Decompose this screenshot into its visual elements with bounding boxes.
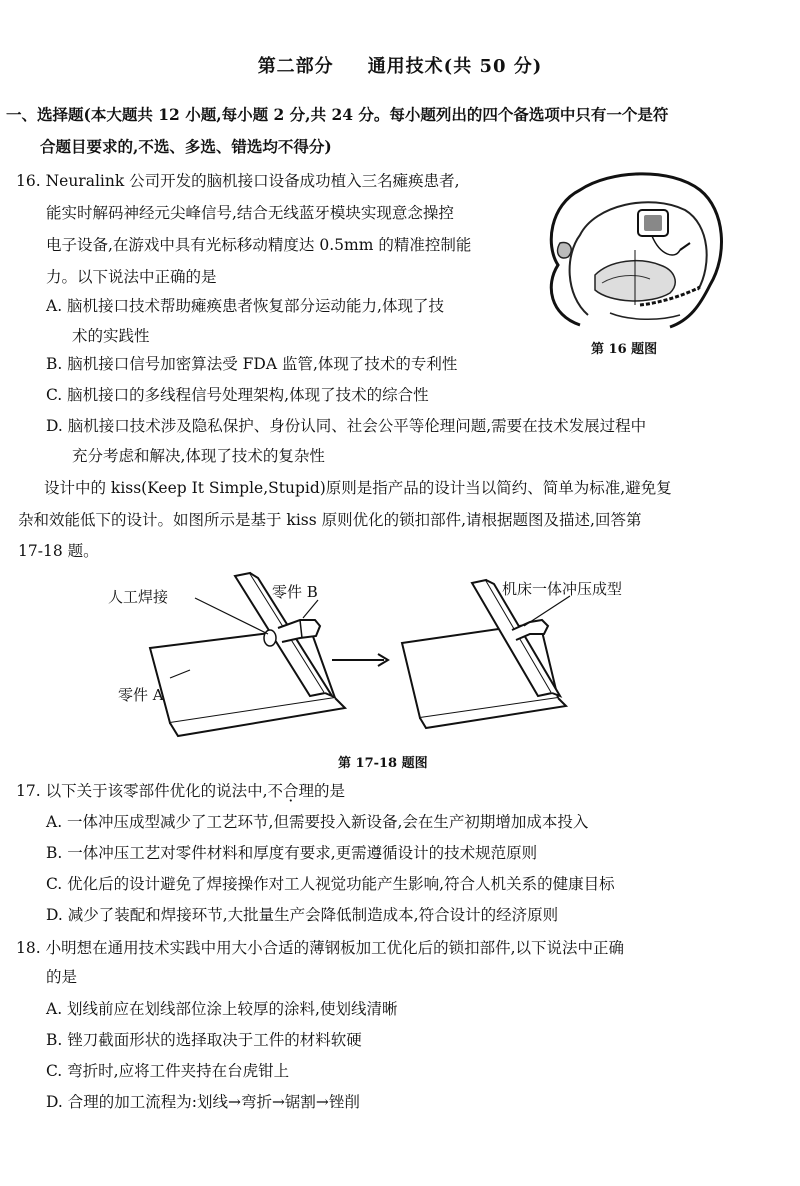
- arrow-icon: [332, 654, 388, 666]
- q16-option-b: B. 脑机接口信号加密算法受 FDA 监管,体现了技术的专利性: [46, 355, 458, 373]
- q17-option-b: B. 一体冲压工艺对零件材料和厚度有要求,更需遵循设计的技术规范原则: [46, 844, 538, 862]
- section-title: [0, 52, 800, 78]
- q18-option-a: A. 划线前应在划线部位涂上较厚的涂料,使划线清晰: [46, 1000, 398, 1018]
- subject-label: 通用技术(共 50 分): [367, 56, 543, 77]
- q17-stem-pre: 17. 以下关于该零部件优化的说法中,: [16, 782, 268, 800]
- label-manual-weld: 人工焊接: [108, 588, 169, 606]
- q17-18-figure-caption: 第 17-18 题图: [338, 756, 428, 771]
- q16-stem-line4: 力。以下说法中正确的是: [46, 268, 217, 286]
- section-instructions-line2: 合题目要求的,不选、多选、错选均不得分): [40, 137, 332, 156]
- kiss-paragraph-line1: 设计中的 kiss(Keep It Simple,Stupid)原则是指产品的设计当以简约、简单为标准,避免复: [44, 479, 672, 497]
- q17-stem: [16, 780, 345, 802]
- q17-option-a: A. 一体冲压成型减少了工艺环节,但需要投入新设备,会在生产初期增加成本投入: [46, 813, 589, 831]
- q16-stem-line3: 电子设备,在游戏中具有光标移动精度达 0.5mm 的精准控制能: [46, 236, 472, 254]
- q16-option-d-line1: D. 脑机接口技术涉及隐私保护、身份认同、社会公平等伦理问题,需要在技术发展过程中: [46, 417, 647, 435]
- q17-option-d: D. 减少了装配和焊接环节,大批量生产会降低制造成本,符合设计的经济原则: [46, 906, 559, 924]
- q18-stem-line1: 18. 小明想在通用技术实践中用大小合适的薄钢板加工优化后的锁扣部件,以下说法中正确: [16, 939, 625, 957]
- q16-option-a-line2: 术的实践性: [72, 327, 150, 345]
- q18-stem-line2: 的是: [46, 968, 78, 986]
- lock-part-figure: [100, 568, 740, 758]
- q16-option-a-line1: A. 脑机接口技术帮助瘫痪患者恢复部分运动能力,体现了技: [46, 297, 444, 315]
- q16-stem-line1: 16. Neuralink 公司开发的脑机接口设备成功植入三名瘫痪患者,: [16, 172, 460, 190]
- q17-stem-emphasis: 不合理: [267, 782, 315, 800]
- section-instructions-line1: 一、选择题(本大题共 12 小题,每小题 2 分,共 24 分。每小题列出的四个备选项中只有一个是符: [6, 105, 669, 124]
- label-part-b: 零件 B: [272, 583, 318, 601]
- q16-stem-line2: 能实时解码神经元尖峰信号,结合无线蓝牙模块实现意念操控: [46, 204, 454, 222]
- kiss-paragraph-line3: 17-18 题。: [18, 542, 99, 560]
- part-stamped-drawing: [402, 580, 570, 728]
- label-one-piece-stamping: 机床一体冲压成型: [502, 580, 623, 598]
- q17-stem-post: 的是: [314, 782, 346, 800]
- label-part-a: 零件 A: [118, 686, 164, 704]
- q18-option-c: C. 弯折时,应将工件夹持在台虎钳上: [46, 1062, 290, 1080]
- part-label: 第二部分: [257, 56, 334, 77]
- q18-option-b: B. 锉刀截面形状的选择取决于工件的材料软硬: [46, 1031, 362, 1049]
- q16-figure-caption: 第 16 题图: [591, 342, 658, 357]
- brain-implant-figure: [540, 165, 730, 335]
- q16-option-d-line2: 充分考虑和解决,体现了技术的复杂性: [72, 447, 325, 465]
- q17-option-c: C. 优化后的设计避免了焊接操作对工人视觉功能产生影响,符合人机关系的健康目标: [46, 875, 615, 893]
- kiss-paragraph-line2: 杂和效能低下的设计。如图所示是基于 kiss 原则优化的锁扣部件,请根据题图及描述,回答第: [18, 511, 642, 529]
- q16-option-c: C. 脑机接口的多线程信号处理架构,体现了技术的综合性: [46, 386, 429, 404]
- q18-option-d: D. 合理的加工流程为:划线→弯折→锯割→锉削: [46, 1093, 360, 1111]
